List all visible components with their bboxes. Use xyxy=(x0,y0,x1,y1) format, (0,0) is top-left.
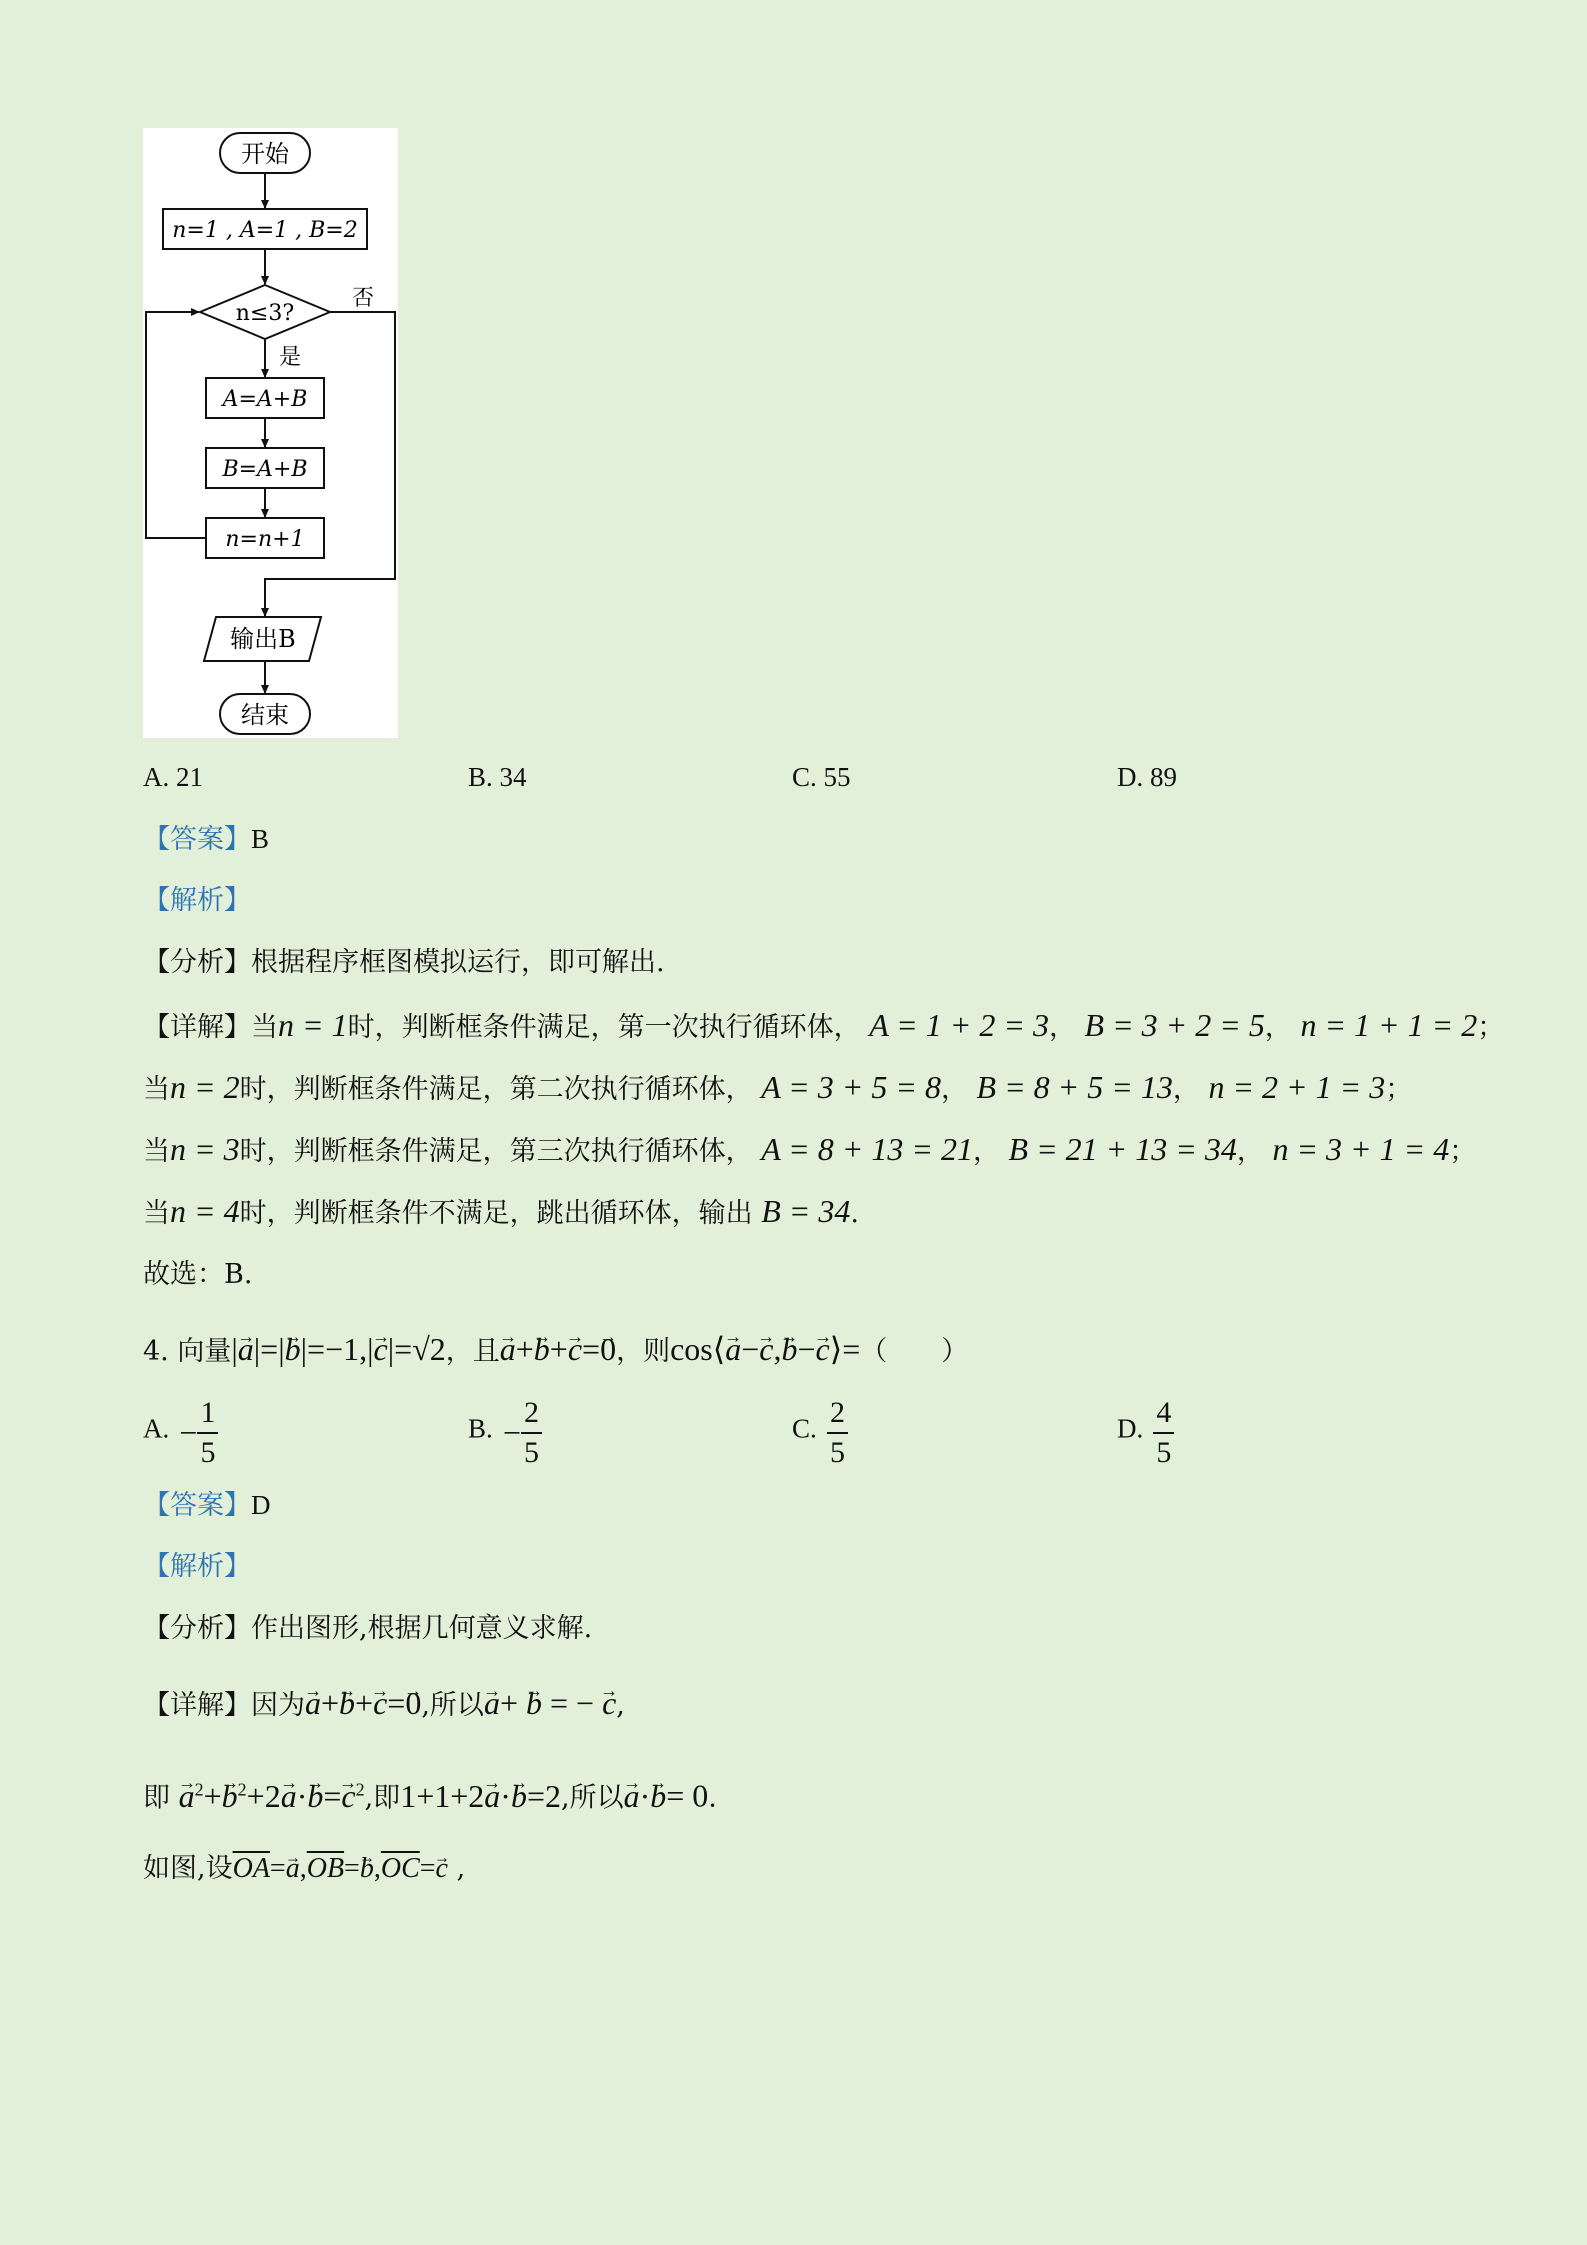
q3-d4-b: B = 34 xyxy=(761,1193,851,1229)
q3-d2-pre: 当 xyxy=(143,1074,170,1105)
q4-d1-math-1: → a+→ b+→ c=→ 0 xyxy=(305,1685,421,1721)
q3-d4-pre: 当 xyxy=(143,1198,170,1229)
q3-detail-line-4: 当n = 4时，判断框条件不满足，跳出循环体，输出 B = 34. xyxy=(143,1193,859,1229)
q3-answer-tag: 【答案】 xyxy=(143,824,251,855)
q3-d1-pre: 当 xyxy=(251,1012,278,1043)
flow-start-text: 开始 xyxy=(241,140,289,168)
q3-answer-line xyxy=(143,822,269,857)
q4-d1-math-2: → a+ → b = − → c xyxy=(484,1685,616,1721)
q4-fenxi-text: 作出图形,根据几何意义求解. xyxy=(251,1613,593,1644)
q4-option-d-num: 4 xyxy=(1153,1394,1174,1434)
q4-option-b xyxy=(468,1394,542,1472)
q4-stem xyxy=(143,1332,968,1369)
q4-number: 4. xyxy=(143,1336,169,1367)
q4-option-d-den: 5 xyxy=(1156,1436,1172,1469)
q4-option-b-sign: − xyxy=(502,1414,521,1451)
q4-option-c-den: 5 xyxy=(829,1436,845,1469)
q4-detail-line-2: 即 → $a^2+\to b^2+2\to a\cdot\to b=\to c^2$,即1+1+2→ a·→ b=2,所以→ a·→ b= 0. xyxy=(143,1772,717,1816)
q3-fenxi-tag: 【分析】 xyxy=(143,947,251,978)
q4-option-b-frac xyxy=(521,1394,542,1472)
q3-d2-c: n = 2 + 1 = 3 xyxy=(1208,1069,1386,1105)
q4-stem-and: ，且 xyxy=(445,1336,500,1367)
q4-option-d xyxy=(1117,1394,1174,1472)
q3-d3-c: n = 3 + 1 = 4 xyxy=(1272,1131,1450,1167)
q3-option-b: B. 34 xyxy=(468,762,527,792)
q4-d1-so: ,所以 xyxy=(421,1690,484,1721)
q4-analysis-tag: 【解析】 xyxy=(143,1551,251,1582)
q4-stem-math-1: |→ a|=|→ b|=−1,|→ c|=√2 xyxy=(231,1331,445,1367)
q3-d3-b: B = 21 + 13 = 34 xyxy=(1008,1131,1237,1167)
q3-analysis-tag: 【解析】 xyxy=(143,885,251,916)
q4-answer-value: D xyxy=(251,1490,271,1520)
q3-d3-mid: 时，判断框条件满足，第三次执行循环体， xyxy=(239,1136,753,1167)
q3-fenxi-text: 根据程序框图模拟运行，即可解出. xyxy=(251,947,665,978)
flow-step3-text: n=n+1 xyxy=(225,527,305,552)
q4-option-c-frac xyxy=(827,1394,848,1472)
q4-option-b-label: B. xyxy=(468,1413,493,1444)
q3-d2-a: A = 3 + 5 = 8 xyxy=(761,1069,941,1105)
q4-option-c xyxy=(792,1394,848,1472)
q4-d2-so: ,所以 xyxy=(560,1782,624,1814)
q3-d2-b: B = 8 + 5 = 13 xyxy=(976,1069,1173,1105)
q4-paren: （ ） xyxy=(860,1336,969,1367)
q4-stem-then: ，则 xyxy=(616,1336,671,1367)
q4-answer-line xyxy=(143,1488,271,1523)
q4-option-d-label: D. xyxy=(1117,1413,1144,1444)
flow-init-text: n=1 , A=1 , B=2 xyxy=(172,218,358,243)
q3-option-a: A. 21 xyxy=(143,762,203,792)
q4-option-a-sign: − xyxy=(179,1414,198,1451)
q3-d1-b: B = 3 + 2 = 5 xyxy=(1084,1007,1265,1043)
q3-d3-pre: 当 xyxy=(143,1136,170,1167)
q4-stem-math-3: cos⟨→ a−→ c,→ b−→ c⟩= xyxy=(670,1331,860,1367)
q4-option-c-num: 2 xyxy=(827,1394,848,1434)
q4-stem-math-2: → a+→ b+→ c=→ 0 xyxy=(500,1331,616,1367)
q3-detail-tag: 【详解】 xyxy=(143,1012,251,1043)
q3-fenxi-line xyxy=(143,946,665,980)
q4-d3-text: 如图,设 xyxy=(143,1853,233,1884)
flow-yes-label: 是 xyxy=(278,345,302,370)
q3-d1-c: n = 1 + 1 = 2 xyxy=(1300,1007,1478,1043)
q4-d2-ji: 即 xyxy=(143,1782,170,1814)
flow-step1-text: A=A+B xyxy=(222,387,308,412)
flow-step2-text: B=A+B xyxy=(222,457,308,482)
q3-d1-a: A = 1 + 2 = 3 xyxy=(869,1007,1049,1043)
flow-condition-text: n≤3? xyxy=(235,301,295,326)
q4-d2-ji2: ,即 xyxy=(364,1782,401,1814)
q3-d4-n: n = 4 xyxy=(170,1193,240,1229)
flow-output-text: 输出B xyxy=(230,625,296,653)
q4-stem-text: 向量 xyxy=(177,1336,232,1367)
flow-end-text: 结束 xyxy=(241,701,289,729)
q3-d1-mid: 时，判断框条件满足，第一次执行循环体， xyxy=(347,1012,861,1043)
q3-detail-line-3: 当n = 3时，判断框条件满足，第三次执行循环体， A = 8 + 13 = 21， B = 21 + 13 = 34， n = 3 + 1 = 4； xyxy=(143,1131,1477,1167)
q4-option-a-num: 1 xyxy=(197,1394,218,1434)
q4-option-a-frac xyxy=(197,1394,218,1472)
q4-option-a-label: A. xyxy=(143,1413,170,1444)
q3-d3-a: A = 8 + 13 = 21 xyxy=(761,1131,973,1167)
q4-d1-because: 因为 xyxy=(251,1690,305,1721)
q4-d2-result: = 0 xyxy=(666,1777,709,1814)
q4-option-d-frac xyxy=(1153,1394,1174,1472)
q4-option-a-den: 5 xyxy=(200,1436,216,1469)
q4-d2-math-1: → $a^2+\to b^2+2\to a\cdot\to b=\to c^2$ xyxy=(179,1778,365,1814)
q3-option-d: D. 89 xyxy=(1117,762,1177,792)
q3-detail-line-2: 当n = 2时，判断框条件满足，第二次执行循环体， A = 3 + 5 = 8， B = 8 + 5 = 13， n = 2 + 1 = 3； xyxy=(143,1069,1413,1105)
q4-d2-math-2: 1+1+2→ a·→ b=2 xyxy=(400,1778,561,1814)
q3-d4-mid: 时，判断框条件不满足，跳出循环体，输出 xyxy=(239,1198,753,1229)
flow-no-label: 否 xyxy=(351,286,375,311)
q4-fenxi-line xyxy=(143,1612,592,1646)
q4-option-c-label: C. xyxy=(792,1413,817,1444)
q3-d3-n: n = 3 xyxy=(170,1131,240,1167)
q4-option-b-num: 2 xyxy=(521,1394,542,1434)
q4-detail-line-3: 如图,设$\overline{OA}=\to a,\overline{OB}=\to b,\overline{OC}=\to c$ , xyxy=(143,1852,465,1886)
q4-detail-tag: 【详解】 xyxy=(143,1690,251,1721)
q4-answer-tag: 【答案】 xyxy=(143,1490,251,1521)
q3-d1-n: n = 1 xyxy=(278,1007,348,1043)
q4-option-b-den: 5 xyxy=(523,1436,539,1469)
q4-detail-line-1: 【详解】因为→ a+→ b+→ c=→ 0,所以→ a+ → b = − → c, xyxy=(143,1686,625,1723)
q3-d2-mid: 时，判断框条件满足，第二次执行循环体， xyxy=(239,1074,753,1105)
q3-answer-value: B xyxy=(251,824,270,854)
q4-d2-math-3: → a·→ b xyxy=(624,1778,667,1814)
flowchart-figure xyxy=(143,128,398,738)
q4-d3-math: $\overline{OA}=\to a,\overline{OB}=\to b,\overline{OC}=\to c$ xyxy=(233,1853,448,1884)
q3-d2-n: n = 2 xyxy=(170,1069,240,1105)
q4-fenxi-tag: 【分析】 xyxy=(143,1613,251,1644)
q3-detail-line-1: 【详解】当n = 1时，判断框条件满足，第一次执行循环体， A = 1 + 2 = 3， B = 3 + 2 = 5， n = 1 + 1 = 2； xyxy=(143,1007,1505,1043)
q3-option-c: C. 55 xyxy=(792,762,851,792)
q3-choose: 故选：B. xyxy=(143,1259,253,1290)
q4-option-a xyxy=(143,1394,218,1472)
